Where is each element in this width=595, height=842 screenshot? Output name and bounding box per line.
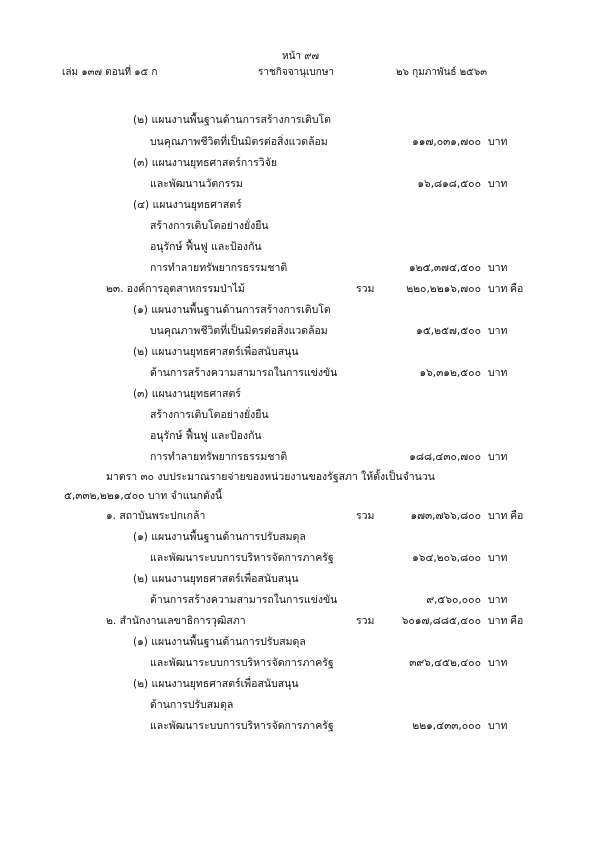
amount-value: ๑๑๗,๐๓๑,๗๐๐ bbox=[412, 136, 481, 148]
list-item: ด้านการสร้างความสามารถในการแข่งขัน bbox=[150, 367, 338, 379]
baht-unit: บาท bbox=[488, 451, 508, 463]
amount-value: ๑๘๘,๔๓๐,๗๐๐ bbox=[409, 451, 481, 463]
baht-unit: บาท bbox=[488, 367, 508, 379]
list-item: การทำลายทรัพยากรธรรมชาติ bbox=[150, 451, 288, 463]
list-item: สร้างการเติบโตอย่างยั่งยืน bbox=[150, 409, 269, 421]
list-item: และพัฒนานวัตกรรม bbox=[150, 178, 243, 190]
namely-label: คือ bbox=[510, 615, 524, 627]
section-heading: มาตรา ๓๐ งบประมาณรายจ่ายของหน่วยงานของรัฐสภา ให้ตั้งเป็นจำนวน bbox=[106, 471, 435, 483]
namely-label: คือ bbox=[510, 283, 524, 295]
list-item: (๓) แผนงานยุทธศาสตร์ bbox=[133, 388, 241, 400]
baht-unit: บาท bbox=[488, 552, 508, 564]
list-item: ด้านการปรับสมดุล bbox=[150, 699, 234, 711]
amount-value: ๑๒๕,๓๗๔,๕๐๐ bbox=[409, 262, 481, 274]
amount-value: ๙,๕๖๐,๐๐๐ bbox=[426, 594, 481, 606]
amount-value: ๑๖๔,๒๐๖,๘๐๐ bbox=[412, 552, 481, 564]
list-item: (๒) แผนงานพื้นฐานด้านการสร้างการเติบโต bbox=[133, 114, 331, 126]
baht-unit: บาท bbox=[488, 325, 508, 337]
list-item: (๑) แผนงานพื้นฐานด้านการสร้างการเติบโต bbox=[133, 304, 331, 316]
list-item: บนคุณภาพชีวิตที่เป็นมิตรต่อสิ่งแวดล้อม bbox=[150, 136, 328, 148]
list-item: และพัฒนาระบบการบริหารจัดการภาครัฐ bbox=[150, 720, 334, 732]
list-item: (๒) แผนงานยุทธศาสตร์เพื่อสนับสนุน bbox=[133, 678, 299, 690]
section-item: ๒๓. องค์การอุตสาหกรรมป่าไม้ bbox=[106, 283, 245, 295]
amount-value: ๑๗๓,๗๖๖,๘๐๐ bbox=[410, 510, 481, 522]
list-item: สร้างการเติบโตอย่างยั่งยืน bbox=[150, 220, 269, 232]
list-item: (๑) แผนงานพื้นฐานด้านการปรับสมดุล bbox=[133, 531, 306, 543]
total-label: รวม bbox=[356, 510, 375, 522]
list-item: อนุรักษ์ ฟื้นฟู และป้องกัน bbox=[150, 430, 262, 442]
baht-unit: บาท bbox=[488, 657, 508, 669]
amount-value: ๑๖,๓๑๒,๕๐๐ bbox=[419, 367, 481, 379]
list-item: (๓) แผนงานยุทธศาสตร์การวิจัย bbox=[133, 157, 278, 169]
baht-unit: บาท bbox=[488, 720, 508, 732]
list-item: (๑) แผนงานพื้นฐานด้านการปรับสมดุล bbox=[133, 636, 306, 648]
amount-value: ๒๒๐,๒๒๑๖,๗๐๐ bbox=[406, 283, 481, 295]
amount-value: ๒๒๑,๔๓๓,๐๐๐ bbox=[412, 720, 481, 732]
namely-label: คือ bbox=[510, 510, 524, 522]
volume-issue: เล่ม ๑๓๗ ตอนที่ ๑๕ ก bbox=[62, 67, 158, 78]
list-item: บนคุณภาพชีวิตที่เป็นมิตรต่อสิ่งแวดล้อม bbox=[150, 325, 328, 337]
section-item: ๒. สำนักงานเลขาธิการวุฒิสภา bbox=[106, 615, 246, 627]
baht-unit: บาท bbox=[488, 136, 508, 148]
amount-value: ๓๙๖,๔๕๒,๔๐๐ bbox=[409, 657, 481, 669]
section-item: ๑. สถาบันพระปกเกล้า bbox=[106, 510, 206, 522]
total-label: รวม bbox=[356, 283, 375, 295]
total-label: รวม bbox=[356, 615, 375, 627]
baht-unit: บาท bbox=[488, 615, 508, 627]
page-number: หน้า ๙๗ bbox=[282, 51, 320, 62]
list-item: (๒) แผนงานยุทธศาสตร์เพื่อสนับสนุน bbox=[133, 573, 299, 585]
amount-value: ๑๕,๒๕๗,๕๐๐ bbox=[416, 325, 481, 337]
baht-unit: บาท bbox=[488, 178, 508, 190]
list-item: และพัฒนาระบบการบริหารจัดการภาครัฐ bbox=[150, 552, 334, 564]
list-item: อนุรักษ์ ฟื้นฟู และป้องกัน bbox=[150, 241, 262, 253]
publication-date: ๒๖ กุมภาพันธ์ ๒๕๖๓ bbox=[396, 67, 488, 78]
amount-value: ๑๖,๘๑๘,๕๐๐ bbox=[417, 178, 481, 190]
baht-unit: บาท bbox=[488, 262, 508, 274]
list-item: และพัฒนาระบบการบริหารจัดการภาครัฐ bbox=[150, 657, 334, 669]
section-heading-continued: ๕,๓๓๒,๒๒๑,๔๐๐ บาท จำแนกดังนี้ bbox=[64, 490, 223, 502]
gazette-title: ราชกิจจานุเบกษา bbox=[258, 67, 335, 78]
baht-unit: บาท bbox=[488, 283, 508, 295]
list-item: (๔) แผนงานยุทธศาสตร์ bbox=[133, 199, 242, 211]
baht-unit: บาท bbox=[488, 510, 508, 522]
list-item: (๒) แผนงานยุทธศาสตร์เพื่อสนับสนุน bbox=[133, 346, 299, 358]
amount-value: ๖๐๑๗,๘๘๕,๔๐๐ bbox=[401, 615, 481, 627]
list-item: ด้านการสร้างความสามารถในการแข่งขัน bbox=[150, 594, 338, 606]
baht-unit: บาท bbox=[488, 594, 508, 606]
list-item: การทำลายทรัพยากรธรรมชาติ bbox=[150, 262, 288, 274]
